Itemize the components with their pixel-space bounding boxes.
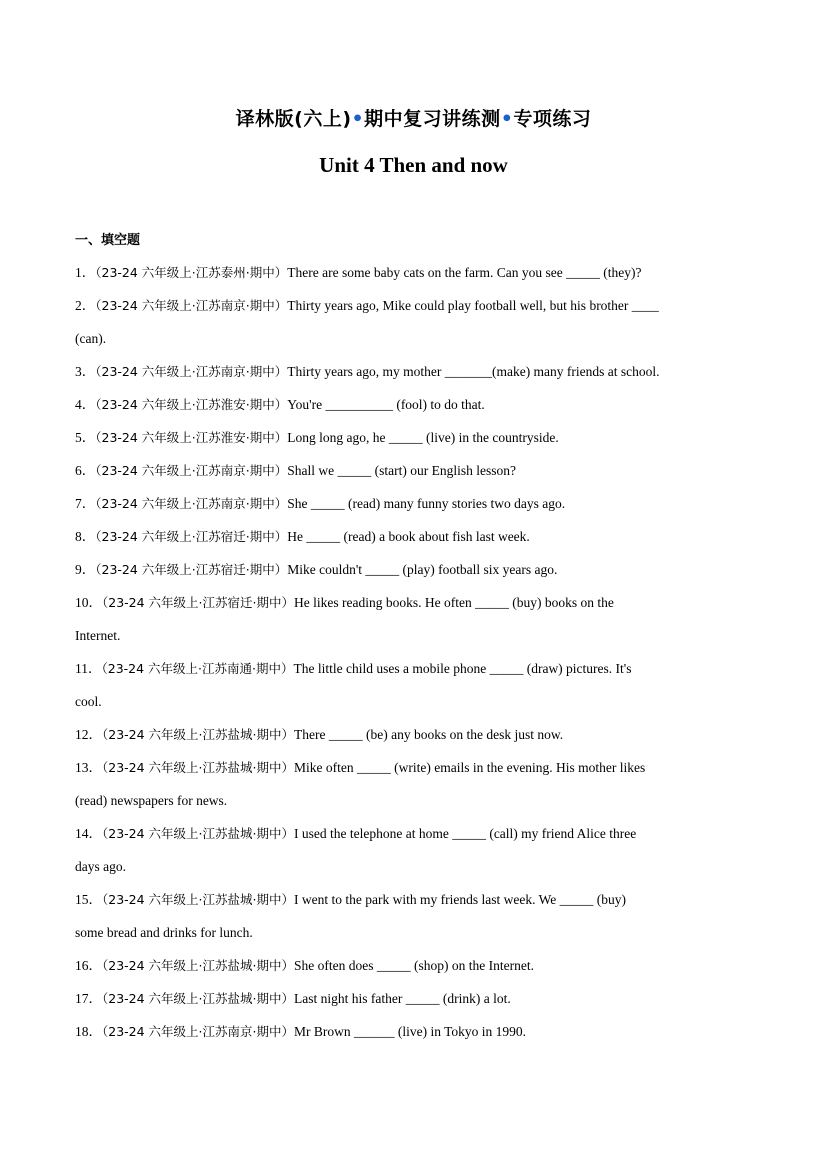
- question-number: 18．: [75, 1024, 102, 1039]
- title-part-3: 专项练习: [513, 108, 592, 130]
- question-text: There are some baby cats on the farm. Can you see _____ (they)?: [287, 265, 642, 280]
- question-source: （23-24 六年级上·江苏盐城·期中）: [102, 760, 294, 775]
- question-source: （23-24 六年级上·江苏宿迁·期中）: [102, 595, 294, 610]
- question-number: 17．: [75, 991, 102, 1006]
- question-item: [75, 586, 755, 619]
- question-source: （23-24 六年级上·江苏盐城·期中）: [102, 727, 294, 742]
- question-item: [75, 520, 755, 553]
- question-text: Last night his father _____ (drink) a lot.: [294, 991, 511, 1006]
- question-text: Mike often _____ (write) emails in the evening. His mother likes: [294, 760, 646, 775]
- question-item: [75, 1015, 755, 1048]
- question-number: 14．: [75, 826, 102, 841]
- question-text: The little child uses a mobile phone _____ (draw) pictures. It's: [293, 661, 632, 676]
- question-text: Thirty years ago, my mother _______(make) many friends at school.: [287, 364, 660, 379]
- question-number: 16．: [75, 958, 102, 973]
- question-source: （23-24 六年级上·江苏盐城·期中）: [102, 991, 294, 1006]
- question-continuation: cool.: [75, 694, 102, 709]
- question-source: （23-24 六年级上·江苏盐城·期中）: [102, 826, 294, 841]
- question-number: 3．: [75, 364, 96, 379]
- question-text: Long long ago, he _____ (live) in the countryside.: [287, 430, 559, 445]
- question-source: （23-24 六年级上·江苏淮安·期中）: [95, 397, 288, 412]
- title-part-1: 译林版(六上): [235, 108, 352, 130]
- question-item: [75, 421, 755, 454]
- question-item: [75, 553, 755, 586]
- question-number: 2．: [75, 298, 96, 313]
- question-continuation: (read) newspapers for news.: [75, 793, 228, 808]
- question-item: [75, 388, 755, 421]
- question-item: [75, 817, 755, 850]
- question-text: Mike couldn't _____ (play) football six years ago.: [287, 562, 558, 577]
- question-item: [75, 883, 755, 916]
- question-item: [75, 454, 755, 487]
- question-item: [75, 751, 755, 784]
- question-number: 5．: [75, 430, 96, 445]
- question-text: She often does _____ (shop) on the Internet.: [294, 958, 534, 973]
- question-number: 7．: [75, 496, 96, 511]
- question-source: （23-24 六年级上·江苏南京·期中）: [102, 1024, 294, 1039]
- question-text: I used the telephone at home _____ (call) my friend Alice three: [294, 826, 637, 841]
- question-source: （23-24 六年级上·江苏宿迁·期中）: [95, 562, 288, 577]
- title-dot-1: •: [351, 108, 365, 130]
- page-subtitle: Unit 4 Then and now: [319, 153, 508, 177]
- question-source: （23-24 六年级上·江苏盐城·期中）: [102, 892, 294, 907]
- question-text: There _____ (be) any books on the desk just now.: [294, 727, 564, 742]
- question-text: Thirty years ago, Mike could play football well, but his brother ____: [287, 298, 659, 313]
- question-source: （23-24 六年级上·江苏南京·期中）: [95, 298, 288, 313]
- question-item: [75, 355, 755, 388]
- question-text: He likes reading books. He often _____ (buy) books on the: [294, 595, 614, 610]
- title-dot-2: •: [500, 108, 514, 130]
- section-heading: 一、填空题: [75, 233, 141, 248]
- question-number: 13．: [75, 760, 102, 775]
- question-source: （23-24 六年级上·江苏宿迁·期中）: [95, 529, 288, 544]
- question-number: 11．: [75, 661, 102, 676]
- question-item: [75, 949, 755, 982]
- question-source: （23-24 六年级上·江苏泰州·期中）: [95, 265, 288, 280]
- question-number: 15．: [75, 892, 102, 907]
- question-continuation: days ago.: [75, 859, 126, 874]
- question-number: 9．: [75, 562, 96, 577]
- question-continuation: some bread and drinks for lunch.: [75, 925, 253, 940]
- question-source: （23-24 六年级上·江苏南通·期中）: [101, 661, 294, 676]
- question-number: 10．: [75, 595, 102, 610]
- question-item: [75, 652, 755, 685]
- question-item: [75, 289, 755, 322]
- question-number: 4．: [75, 397, 96, 412]
- question-number: 6．: [75, 463, 96, 478]
- question-item: [75, 718, 755, 751]
- question-continuation: Internet.: [75, 628, 121, 643]
- question-number: 12．: [75, 727, 102, 742]
- question-text: Shall we _____ (start) our English lesson?: [287, 463, 516, 478]
- question-continuation: (can).: [75, 331, 107, 346]
- question-text: You're __________ (fool) to do that.: [287, 397, 485, 412]
- question-source: （23-24 六年级上·江苏南京·期中）: [95, 463, 288, 478]
- question-text: Mr Brown ______ (live) in Tokyo in 1990.: [294, 1024, 527, 1039]
- question-text: She _____ (read) many funny stories two days ago.: [287, 496, 566, 511]
- question-item: [75, 256, 755, 289]
- question-number: 1．: [75, 265, 96, 280]
- page-title: [0, 104, 827, 131]
- question-item: [75, 982, 755, 1015]
- question-source: （23-24 六年级上·江苏淮安·期中）: [95, 430, 288, 445]
- question-text: I went to the park with my friends last week. We _____ (buy): [294, 892, 626, 907]
- question-item: [75, 487, 755, 520]
- title-part-2: 期中复习讲练测: [364, 108, 501, 130]
- question-source: （23-24 六年级上·江苏南京·期中）: [95, 496, 288, 511]
- question-text: He _____ (read) a book about fish last week.: [287, 529, 530, 544]
- question-source: （23-24 六年级上·江苏盐城·期中）: [102, 958, 294, 973]
- question-source: （23-24 六年级上·江苏南京·期中）: [95, 364, 288, 379]
- question-number: 8．: [75, 529, 96, 544]
